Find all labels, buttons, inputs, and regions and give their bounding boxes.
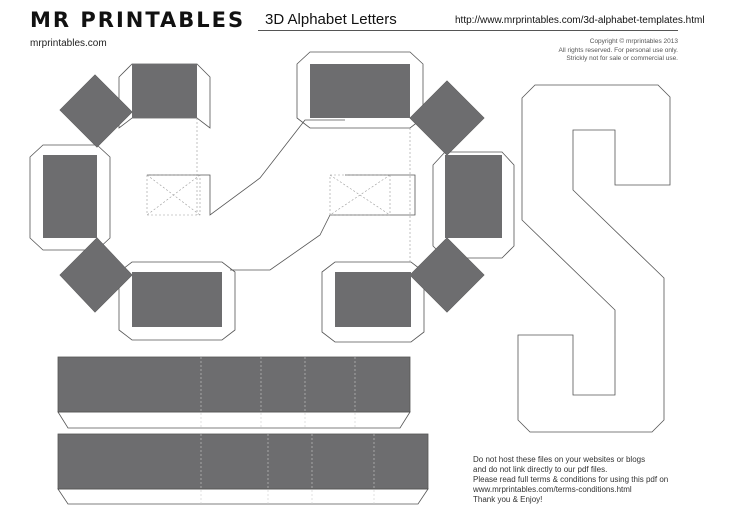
side-strip-bottom <box>58 434 428 504</box>
template-url[interactable]: http://www.mrprintables.com/3d-alphabet-templates.html <box>455 15 705 26</box>
usage-notice <box>473 455 668 505</box>
letter-s-shape <box>518 85 670 432</box>
gray-face <box>410 238 484 312</box>
brand-logo: MR PRINTABLES <box>30 8 246 32</box>
side-strip-top <box>58 357 410 428</box>
commercial-line: Strickly not for sale or commercial use. <box>566 55 678 62</box>
gray-face <box>445 155 502 238</box>
page-title: 3D Alphabet Letters <box>265 11 397 28</box>
notice-line: Please read full terms & conditions for using this pdf on <box>473 475 669 484</box>
notice-line: and do not link directly to our pdf files. <box>473 465 608 474</box>
gray-face <box>60 238 132 312</box>
gray-face <box>310 64 410 118</box>
gray-face <box>60 75 132 147</box>
gray-face <box>132 64 197 118</box>
channel-edge <box>230 175 415 270</box>
notice-line: Do not host these files on your websites or blogs <box>473 455 646 464</box>
copyright-line: Copyright © mrprintables 2013 <box>589 38 678 45</box>
notice-line: Thank you & Enjoy! <box>473 495 543 504</box>
gray-face <box>410 81 484 155</box>
channel-edge <box>147 120 345 215</box>
gray-face <box>43 155 97 238</box>
rights-line: All rights reserved. For personal use only. <box>558 46 678 54</box>
gray-face <box>132 272 222 327</box>
gray-face <box>335 272 411 327</box>
terms-link[interactable]: www.mrprintables.com/terms-conditions.html <box>473 485 632 494</box>
brand-url[interactable]: mrprintables.com <box>30 38 107 49</box>
